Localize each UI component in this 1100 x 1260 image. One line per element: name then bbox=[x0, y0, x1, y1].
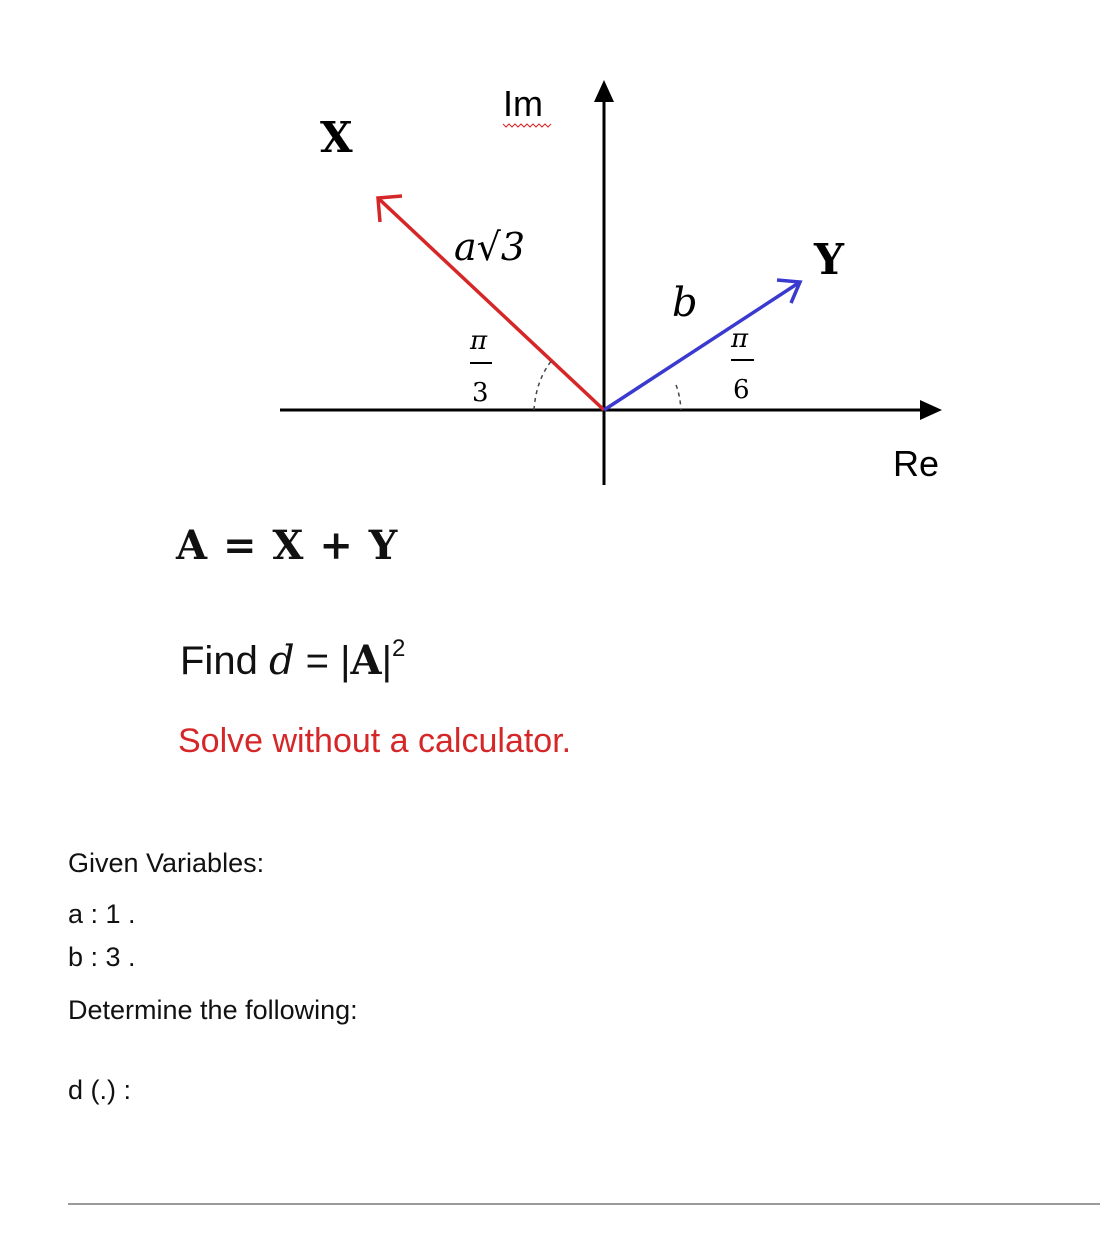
imag-axis-label: Im bbox=[503, 83, 543, 124]
x-vector-label: X bbox=[320, 113, 353, 162]
solve-note: Solve without a calculator. bbox=[178, 722, 572, 760]
find-prefix: Find bbox=[180, 639, 258, 683]
find-variable: d bbox=[268, 638, 295, 684]
find-statement bbox=[180, 635, 405, 684]
y-angle-arc bbox=[676, 385, 681, 410]
real-axis-arrowhead bbox=[920, 400, 942, 420]
phasor-diagram bbox=[0, 0, 1100, 520]
abs-open: | bbox=[340, 639, 351, 683]
imag-axis-arrowhead bbox=[594, 80, 614, 102]
y-magnitude-label: b bbox=[672, 280, 698, 326]
given-variable-a: a : 1 . bbox=[68, 899, 136, 929]
answer-prompt-d: d (.) : bbox=[68, 1075, 132, 1105]
x-angle-arc bbox=[534, 360, 552, 410]
find-bold-vector: A bbox=[350, 637, 382, 684]
find-equals: = bbox=[305, 639, 330, 683]
spellcheck-squiggle bbox=[503, 124, 551, 127]
y-vector-label: Y bbox=[814, 235, 844, 284]
given-variable-b: b : 3 . bbox=[68, 942, 136, 972]
abs-close: | bbox=[381, 639, 392, 683]
given-variables-heading: Given Variables: bbox=[68, 848, 265, 878]
sum-equation: A = X + Y bbox=[176, 522, 399, 569]
x-angle-denominator: 3 bbox=[472, 378, 489, 408]
y-vector bbox=[604, 282, 800, 410]
x-magnitude-label: a√3 bbox=[454, 225, 526, 269]
y-angle-denominator: 6 bbox=[733, 375, 750, 405]
divider bbox=[68, 1203, 1100, 1205]
find-power: 2 bbox=[391, 635, 406, 662]
y-angle-numerator: π bbox=[731, 324, 749, 354]
x-angle-numerator: π bbox=[470, 326, 488, 356]
real-axis-label: Re bbox=[893, 443, 940, 484]
determine-heading: Determine the following: bbox=[68, 995, 358, 1025]
